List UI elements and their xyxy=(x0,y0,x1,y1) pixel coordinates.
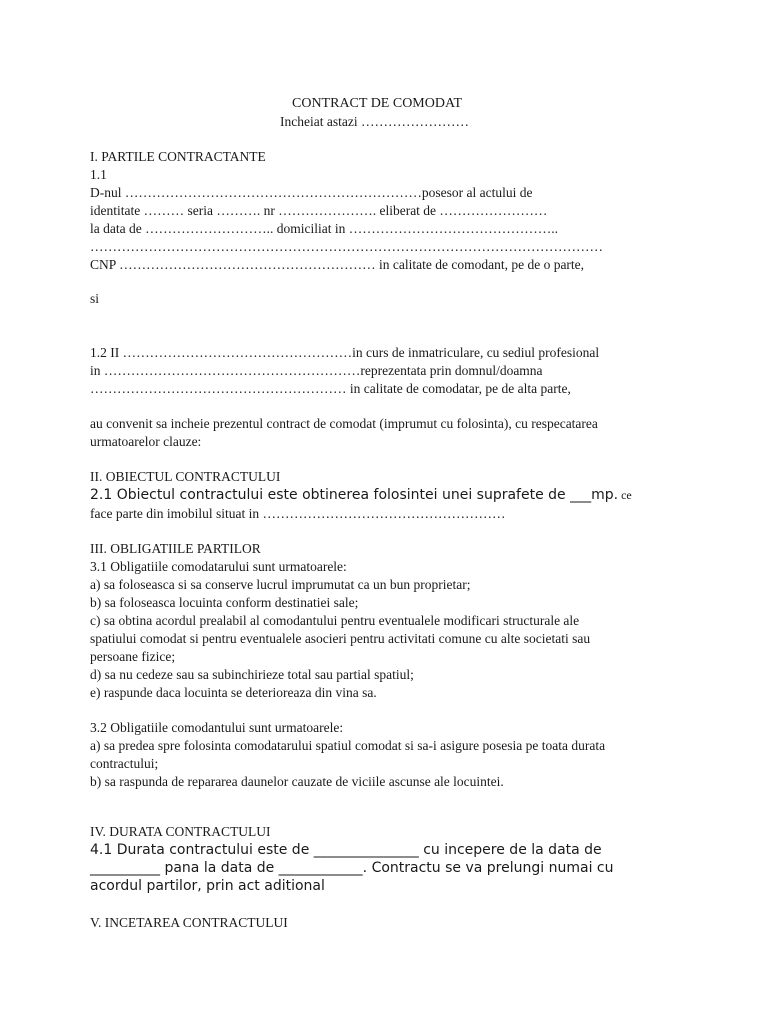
contract-date-line: Incheiat astazi …………………… xyxy=(280,114,469,129)
clause-3-1-b: b) sa foloseasca locuinta conform destinatiei sale; xyxy=(90,595,359,610)
clause-3-2-b: b) sa raspunda de repararea daunelor cauzate de viciile ascunse ale locuintei. xyxy=(90,774,504,789)
section-1-heading: I. PARTILE CONTRACTANTE xyxy=(90,149,266,164)
clause-3-1-intro: 3.1 Obligatiile comodatarului sunt urmatoarele: xyxy=(90,559,347,574)
clause-1-2-line-3: ………………………………………………… in calitate de comodatar, pe de alta parte, xyxy=(90,381,571,396)
section-5-heading: V. INCETAREA CONTRACTULUI xyxy=(90,915,288,930)
clause-1-1-line-3: la data de ……………………….. domiciliat in ……………………………………….. xyxy=(90,221,558,236)
clause-1-1-line-5: CNP ………………………………………………… in calitate de comodant, pe de o parte, xyxy=(90,257,585,272)
conjunction-si: si xyxy=(90,291,100,306)
clause-3-1-e: e) raspunde daca locuinta se deterioreaza din vina sa. xyxy=(90,685,377,700)
clause-1-1-line-4: …………………………………………………………………………………………………… xyxy=(90,239,603,254)
clause-3-1-c-line-3: persoane fizice; xyxy=(90,649,176,664)
agreement-line-2: urmatoarelor clauze: xyxy=(90,434,202,449)
clause-2-1-line-2: face parte din imobilul situat in ……………………………………………… xyxy=(90,506,506,521)
clause-1-1-number: 1.1 xyxy=(90,167,107,182)
contract-title: CONTRACT DE COMODAT xyxy=(292,96,463,111)
clause-1-2-line-1: 1.2 II ……………………………………………in curs de inmatriculare, cu sediul profesional xyxy=(90,345,600,360)
clause-2-1-line-1 xyxy=(90,487,632,503)
clause-3-1-c-line-2: spatiului comodat si pentru eventualele asocieri pentru activitati comune cu alte societati sau xyxy=(90,631,591,646)
section-2-heading: II. OBIECTUL CONTRACTULUI xyxy=(90,469,281,484)
clause-3-1-d: d) sa nu cedeze sau sa subinchirieze total sau partial spatiul; xyxy=(90,667,414,682)
clause-4-1-line-1: 4.1 Durata contractului este de _______________ cu incepere de la data de xyxy=(90,842,602,858)
clause-3-2-a-line-1: a) sa predea spre folosinta comodatarului spatiul comodat si sa-i asigure posesia pe toata durata xyxy=(90,738,606,753)
clause-4-1-line-2: __________ pana la data de ____________. Contractu se va prelungi numai cu xyxy=(90,860,614,876)
clause-3-2-a-line-2: contractului; xyxy=(90,756,159,771)
section-3-heading: III. OBLIGATIILE PARTILOR xyxy=(90,541,261,556)
clause-1-1-line-1: D-nul …………………………………………………………posesor al actului de xyxy=(90,185,533,200)
clause-4-1-line-3: acordul partilor, prin act aditional xyxy=(90,878,325,894)
clause-2-1-text: 2.1 Obiectul contractului este obtinerea folosintei unei suprafete de ___mp. xyxy=(90,487,619,503)
clause-2-1-tail: ce xyxy=(618,488,632,502)
clause-1-2-line-2: in …………………………………………………reprezentata prin domnul/doamna xyxy=(90,363,543,378)
clause-1-1-line-2: identitate ……… seria ………. nr …………………. eliberat de …………………… xyxy=(90,203,548,218)
clause-3-1-a: a) sa foloseasca si sa conserve lucrul imprumutat ca un bun proprietar; xyxy=(90,577,471,592)
clause-3-2-intro: 3.2 Obligatiile comodantului sunt urmatoarele: xyxy=(90,720,344,735)
clause-3-1-c-line-1: c) sa obtina acordul prealabil al comodantului pentru eventualele modificari structurale ale xyxy=(90,613,580,628)
section-4-heading: IV. DURATA CONTRACTULUI xyxy=(90,824,271,839)
agreement-line-1: au convenit sa incheie prezentul contract de comodat (imprumut cu folosinta), cu respecatarea xyxy=(90,416,598,431)
